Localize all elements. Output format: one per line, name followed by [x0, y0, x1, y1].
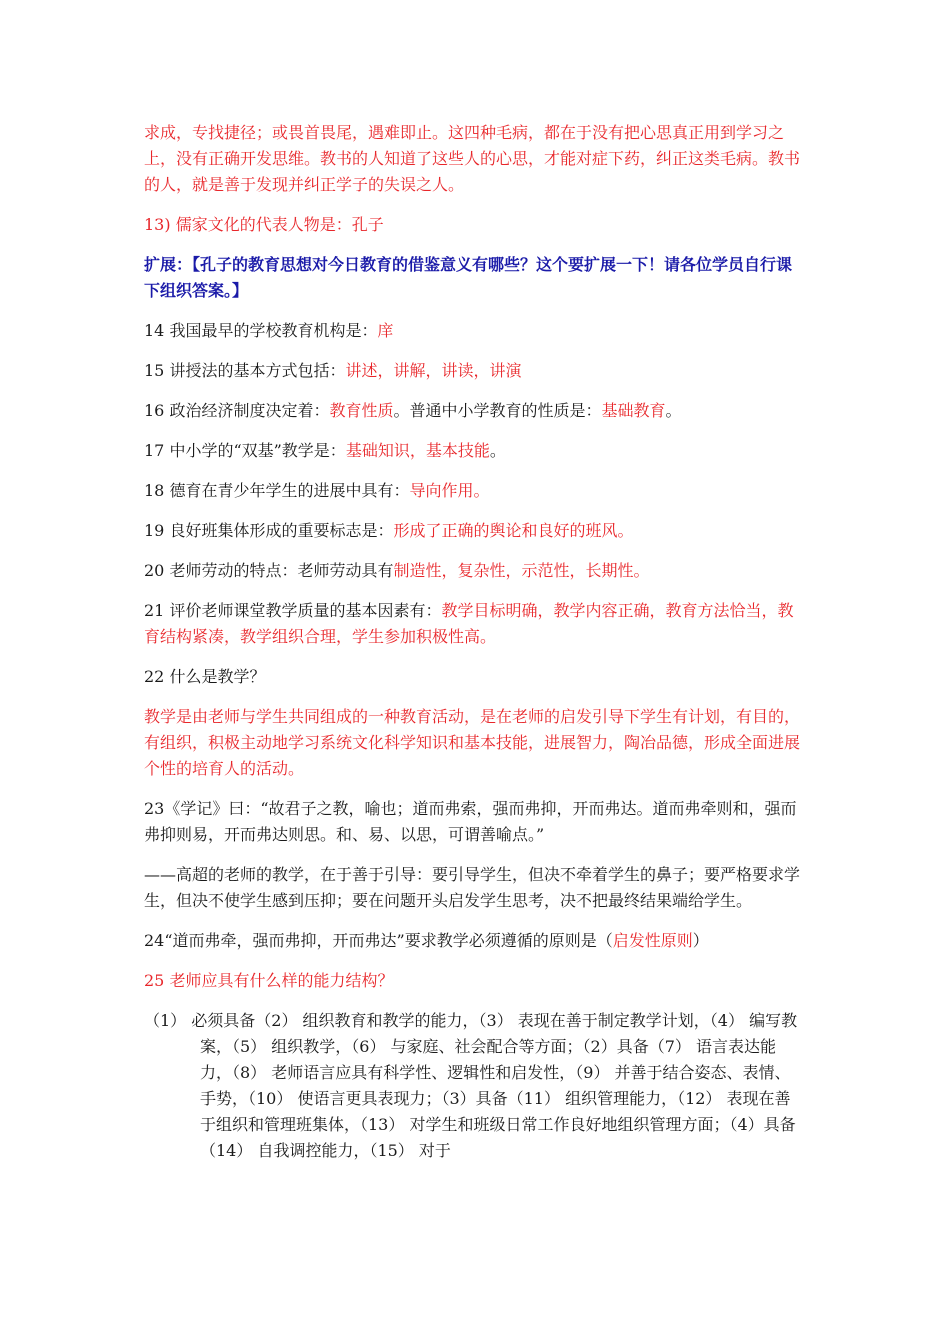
question-14-text: 14 我国最早的学校教育机构是： — [144, 321, 378, 340]
answer-25-list: （1） 必须具备（2） 组织教育和教学的能力，（3） 表现在善于制定教学计划，（4） 编写教案，（5） 组织教学，（6） 与家庭、社会配合等方面；（2）具备（7） 语言表达能力，（8） 老师语言应具有科学性、逻辑性和启发性，（9） 并善于结合姿态、表情、手势，（10） 使语言更具表现力；（3）具备（11） 组织管理能力，（12） 表现在善于组织和管理班集体，（13） 对学生和班级日常工作良好地组织管理方面；（4）具备（14） 自我调控能力，（15） 对于 — [144, 1011, 798, 1160]
question-15-text: 15 讲授法的基本方式包括： — [144, 361, 346, 380]
question-20 — [144, 558, 804, 584]
question-23: 23《学记》曰：“故君子之教，喻也；道而弗索，强而弗抑，开而弗达。道而弗牵则和，强而弗抑则易，开而弗达则思。和、易、以思，可谓善喻点。” — [144, 799, 797, 844]
question-13: 13) 儒家文化的代表人物是：孔子 — [144, 215, 384, 234]
question-25: 25 老师应具有什么样的能力结构？ — [144, 971, 394, 990]
answer-15: 讲述，讲解，讲读，讲演 — [345, 361, 522, 380]
question-18 — [144, 478, 804, 504]
question-16 — [144, 398, 804, 424]
answer-22: 教学是由老师与学生共同组成的一种教育活动，是在老师的启发引导下学生有计划，有目的，有组织，积极主动地学习系统文化科学知识和基本技能，进展智力，陶冶品德，形成全面进展个性的培育人的活动。 — [144, 707, 801, 778]
question-18-text: 18 德育在青少年学生的进展中具有： — [144, 481, 410, 500]
question-19-text: 19 良好班集体形成的重要标志是： — [144, 521, 394, 540]
answer-18: 导向作用。 — [409, 481, 490, 500]
answer-24: 启发性原则 — [612, 931, 693, 950]
question-14 — [144, 318, 804, 344]
answer-20: 制造性，复杂性，示范性，长期性。 — [393, 561, 650, 580]
question-16-end: 。 — [665, 401, 682, 420]
answer-16-2: 基础教育 — [601, 401, 666, 420]
question-23-explanation: ——高超的老师的教学，在于善于引导：要引导学生，但决不牵着学生的鼻子；要严格要求学生，但决不使学生感到压抑；要在问题开头启发学生思考，决不把最终结果端给学生。 — [144, 865, 801, 910]
question-17-end: 。 — [489, 441, 506, 460]
document-page — [144, 120, 804, 1178]
question-22: 22 什么是教学？ — [144, 667, 266, 686]
question-21 — [144, 598, 804, 650]
question-20-text: 20 老师劳动的特点：老师劳动具有 — [144, 561, 394, 580]
question-16-text-1: 16 政治经济制度决定着： — [144, 401, 330, 420]
answer-19: 形成了正确的舆论和良好的班风。 — [393, 521, 634, 540]
question-24-end: ） — [692, 931, 709, 950]
answer-16-1: 教育性质 — [329, 401, 394, 420]
extension-note: 扩展：【孔子的教育思想对今日教育的借鉴意义有哪些？这个要扩展一下！请各位学员自行课下组织答案。】 — [144, 255, 793, 300]
question-19 — [144, 518, 804, 544]
question-15 — [144, 358, 804, 384]
intro-paragraph: 求成，专找捷径；或畏首畏尾，遇难即止。这四种毛病，都在于没有把心思真正用到学习之上，没有正确开发思维。教书的人知道了这些人的心思，才能对症下药，纠正这类毛病。教书的人，就是善于发现并纠正学子的失误之人。 — [144, 123, 801, 194]
question-17 — [144, 438, 804, 464]
answer-17: 基础知识，基本技能 — [345, 441, 490, 460]
answer-21: 教学目标明确，教学内容正确，教育方法恰当，教育结构紧凑，教学组织合理，学生参加积极性高。 — [144, 601, 794, 646]
question-24-text: 24“道而弗牵，强而弗抑，开而弗达”要求教学必须遵循的原则是（ — [144, 931, 613, 950]
question-16-text-2: 。普通中小学教育的性质是： — [393, 401, 602, 420]
question-24 — [144, 928, 804, 954]
answer-14: 庠 — [377, 321, 394, 340]
question-21-text: 21 评价老师课堂教学质量的基本因素有： — [144, 601, 442, 620]
question-17-text: 17 中小学的“双基”教学是： — [144, 441, 346, 460]
